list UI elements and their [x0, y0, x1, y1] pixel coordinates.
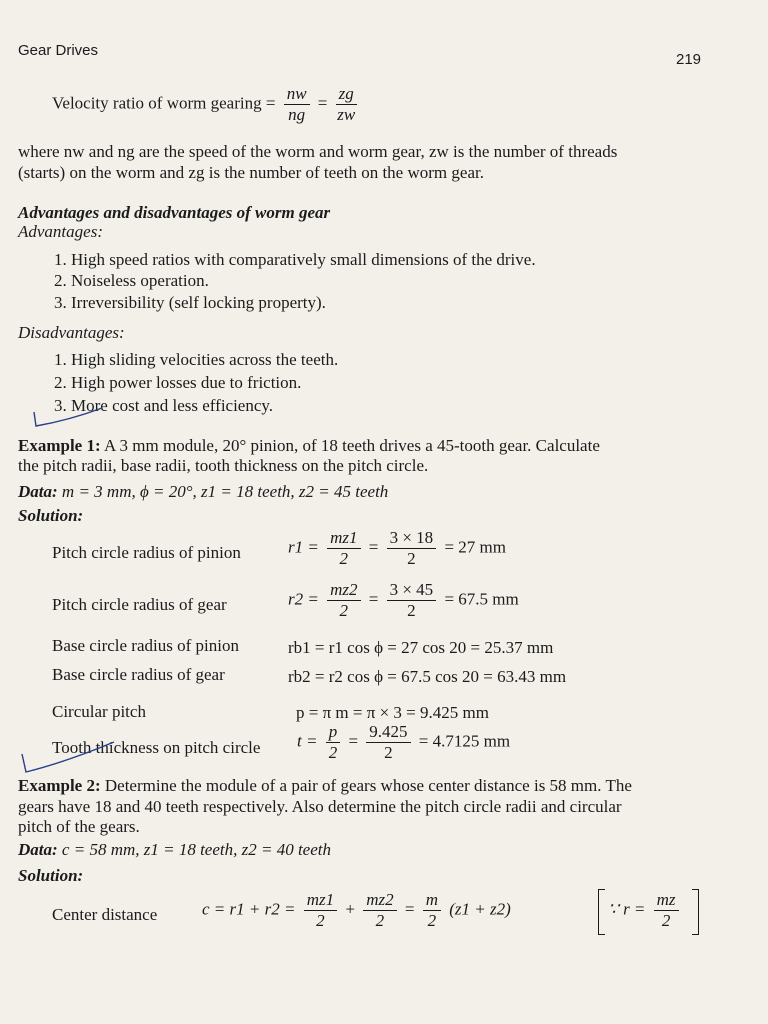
example-2-label: Example 2:	[18, 776, 101, 795]
bracket-left	[598, 889, 605, 935]
center-distance-formula	[202, 890, 511, 931]
fraction-denominator: 2	[339, 549, 349, 568]
fraction-numerator: nw	[284, 84, 310, 105]
advantage-item: 1. High speed ratios with comparatively small dimensions of the drive.	[54, 250, 536, 269]
result: = 27 mm	[444, 537, 506, 557]
fraction-numerator: mz2	[327, 580, 360, 601]
solution-label: Solution:	[18, 506, 84, 525]
lhs: c = r1 + r2 =	[202, 899, 296, 919]
plus-sign: +	[345, 899, 355, 919]
row-label: Tooth thickness on pitch circle	[52, 738, 261, 757]
disadvantage-item: 2. High power losses due to friction.	[54, 373, 302, 392]
data-label: Data:	[18, 840, 58, 859]
result: = 4.7125 mm	[418, 731, 511, 751]
velocity-ratio-label: Velocity ratio of worm gearing	[52, 93, 262, 113]
fraction-numerator: 9.425	[366, 722, 410, 743]
where-line-1: where nw and ng are the speed of the worm and worm gear, zw is the number of threads	[18, 142, 618, 161]
example-2-line-2: gears have 18 and 40 teeth respectively. Also determine the pitch circle radii and circular	[18, 797, 622, 816]
page-number: 219	[676, 51, 702, 68]
fraction-denominator: 2	[661, 911, 671, 930]
disadvantage-item: 3. More cost and less efficiency.	[54, 396, 274, 415]
where-line-2: (starts) on the worm and zg is the number of teeth on the worm gear.	[18, 163, 484, 182]
fraction-denominator: zw	[337, 105, 356, 124]
equals-sign: =	[368, 537, 379, 557]
data-values: m = 3 mm, ϕ = 20°, z1 = 18 teeth, z2 = 45 teeth	[61, 482, 389, 501]
fraction-denominator: 2	[407, 601, 416, 620]
result: = 67.5 mm	[444, 589, 519, 609]
example-1-line-1	[18, 436, 600, 456]
velocity-ratio-formula	[52, 84, 361, 125]
example-2-line-3: pitch of the gears.	[18, 817, 140, 836]
bracket-right	[692, 889, 699, 935]
pen-mark	[30, 392, 120, 434]
example-1-label: Example 1:	[18, 436, 101, 455]
example-1-text: A 3 mm module, 20° pinion, of 18 teeth drives a 45-tooth gear. Calculate	[103, 436, 600, 455]
row-label: Base circle radius of gear	[52, 665, 225, 684]
fraction-numerator: 3 × 18	[387, 528, 437, 549]
fraction-numerator: m	[423, 890, 441, 911]
row-label: Pitch circle radius of pinion	[52, 543, 241, 562]
fraction-numerator: mz	[654, 890, 679, 911]
fraction-denominator: ng	[288, 105, 306, 124]
fraction-denominator: 2	[339, 601, 349, 620]
section-heading: Advantages and disadvantages of worm gear	[18, 203, 331, 222]
fraction-denominator: 2	[427, 911, 437, 930]
row-label: Center distance	[52, 905, 158, 924]
data-values: c = 58 mm, z1 = 18 teeth, z2 = 40 teeth	[61, 840, 331, 859]
data-label: Data:	[18, 482, 58, 501]
row-label: Circular pitch	[52, 702, 146, 721]
running-title: Gear Drives	[18, 42, 99, 59]
equals-sign: =	[404, 899, 415, 919]
equals-sign: =	[368, 589, 379, 609]
equals-sign: =	[317, 93, 328, 113]
lhs: t =	[297, 731, 318, 751]
fraction-denominator: 2	[316, 911, 325, 930]
solution-label: Solution:	[18, 866, 84, 885]
advantage-item: 2. Noiseless operation.	[54, 271, 209, 290]
fraction-numerator: mz1	[327, 528, 360, 549]
fraction-numerator: 3 × 45	[387, 580, 437, 601]
equals-sign: =	[348, 731, 359, 751]
advantage-item: 3. Irreversibility (self locking property).	[54, 293, 326, 312]
disadvantage-item: 1. High sliding velocities across the teeth.	[54, 350, 339, 369]
pen-mark	[16, 740, 126, 780]
lhs: r2 =	[288, 589, 319, 609]
fraction-denominator: 2	[407, 549, 416, 568]
row-label: Base circle radius of pinion	[52, 636, 239, 655]
example-2-line-1	[18, 776, 632, 796]
example-1-data	[18, 482, 388, 502]
tooth-thickness-formula	[297, 722, 510, 763]
fraction-numerator: mz1	[304, 890, 337, 911]
advantages-title: Advantages:	[18, 222, 103, 241]
fraction-denominator: 2	[375, 911, 385, 930]
note-lhs: ∵ r =	[608, 899, 646, 919]
row-expression: rb2 = r2 cos ϕ = 67.5 cos 20 = 63.43 mm	[288, 667, 567, 686]
example-2-data	[18, 840, 331, 860]
pitch-pinion-formula	[288, 528, 506, 569]
fraction-numerator: zg	[336, 84, 357, 105]
fraction-denominator: 2	[328, 743, 338, 762]
example-2-text: Determine the module of a pair of gears whose center distance is 58 mm. The	[104, 776, 632, 795]
example-1-line-2: the pitch radii, base radii, tooth thickness on the pitch circle.	[18, 456, 429, 475]
row-label: Pitch circle radius of gear	[52, 595, 227, 614]
lhs: r1 =	[288, 537, 319, 557]
tail: (z1 + z2)	[449, 899, 511, 919]
fraction-denominator: 2	[384, 743, 393, 762]
bracket-note	[608, 890, 683, 931]
fraction-numerator: p	[326, 722, 341, 743]
row-expression: rb1 = r1 cos ϕ = 27 cos 20 = 25.37 mm	[288, 638, 554, 657]
row-expression: p = π m = π × 3 = 9.425 mm	[296, 703, 489, 722]
pitch-gear-formula	[288, 580, 519, 621]
fraction-numerator: mz2	[363, 890, 396, 911]
equals-sign: =	[265, 93, 276, 113]
disadvantages-title: Disadvantages:	[18, 323, 125, 342]
